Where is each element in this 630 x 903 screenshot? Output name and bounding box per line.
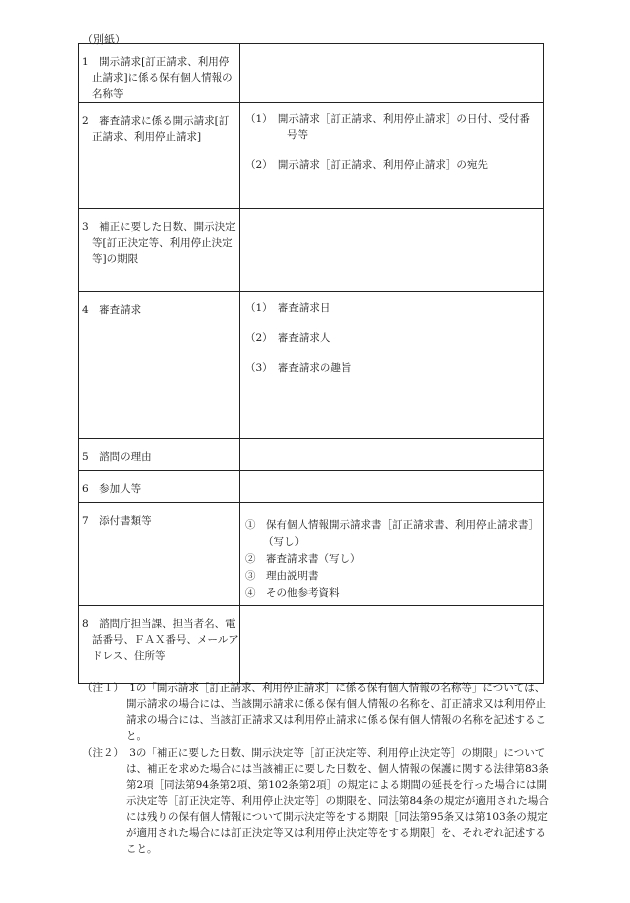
sub-item: （2） 審査請求人 <box>245 332 331 344</box>
attachment-item: ① 保有個人情報開示請求書［訂正請求書、利用停止請求書］（写し） <box>245 519 539 548</box>
row-label-text: 4 審査請求 <box>82 304 142 316</box>
form-row-3 <box>79 209 544 292</box>
row-content-1 <box>240 44 544 103</box>
consultation-form-table <box>78 43 544 684</box>
row-label-4 <box>79 292 240 439</box>
row-content-5 <box>240 439 544 471</box>
note-1: （注１） 1の「開示請求［訂正請求、利用停止請求］に係る保有個人情報の名称等」については、開示請求の場合には、当該開示請求に係る保有個人情報の名称を、訂正請求又は利用停止請求の場合には、当該訂正請求又は利用停止請求に係る保有個人情報の名称を記述すること。 <box>82 682 546 742</box>
row-label-6 <box>79 471 240 503</box>
row-label-text: 6 参加人等 <box>82 483 142 495</box>
row-label-3 <box>79 209 240 292</box>
annex-label: （別紙） <box>82 33 126 46</box>
note-2: （注２） 3の「補正に要した日数、開示決定等［訂正決定等、利用停止決定等］の期限」については、補正を求めた場合には当該補正に要した日数を、個人情報の保護に関する法律第83条第2項［同法第94条第2項、第102条第2項］の規定による期間の延長を行った場合には開示決定等［訂正決定等、利用停止決定等］の期限を、同法第84条の規定が適用された場合には残りの保有個人情報について開示決定等をする期限［同法第95条又は第103条の規定が適用された場合には訂正決定等又は利用停止決定等をする期限］を、それぞれ記述すること。 <box>82 747 549 855</box>
row-label-text: 7 添付書類等 <box>82 515 152 527</box>
attachment-item: ③ 理由説明書 <box>245 570 319 582</box>
row-label-2 <box>79 103 240 209</box>
row-label-7 <box>79 503 240 606</box>
row-label-text: 1 開示請求[訂正請求、利用停止請求]に係る保有個人情報の名称等 <box>82 56 233 100</box>
form-row-7 <box>79 503 544 606</box>
form-row-6 <box>79 471 544 503</box>
attachment-item: ④ その他参考資料 <box>245 587 340 599</box>
row-label-text: 2 審査請求に係る開示請求[訂正請求、利用停止請求] <box>82 115 230 143</box>
row-content-6 <box>240 471 544 503</box>
row-content-7 <box>240 503 544 606</box>
form-row-4 <box>79 292 544 439</box>
sub-item: （2） 開示請求［訂正請求、利用停止請求］の宛先 <box>245 159 488 171</box>
form-row-8 <box>79 606 544 684</box>
row-label-8 <box>79 606 240 684</box>
form-row-5 <box>79 439 544 471</box>
sub-item: （1） 審査請求日 <box>245 302 331 314</box>
row-content-4 <box>240 292 544 439</box>
row-label-text: 8 諮問庁担当課、担当者名、電話番号、ＦＡＸ番号、メールアドレス、住所等 <box>82 618 239 662</box>
form-row-2 <box>79 103 544 209</box>
sub-item: （3） 審査請求の趣旨 <box>245 362 352 374</box>
attachment-list <box>245 517 539 602</box>
row-label-text: 5 諮問の理由 <box>82 451 152 463</box>
sub-item: （1） 開示請求［訂正請求、利用停止請求］の日付、受付番号等 <box>245 113 530 141</box>
row-content-8 <box>240 606 544 684</box>
row-label-text: 3 補正に要した日数、開示決定等[訂正決定等、利用停止決定等]の期限 <box>82 221 236 265</box>
attachment-item: ② 審査請求書（写し） <box>245 553 361 565</box>
row-label-5 <box>79 439 240 471</box>
row-content-3 <box>240 209 544 292</box>
notes-section <box>82 680 550 857</box>
form-row-1 <box>79 44 544 103</box>
row-label-1 <box>79 44 240 103</box>
row-content-2 <box>240 103 544 209</box>
